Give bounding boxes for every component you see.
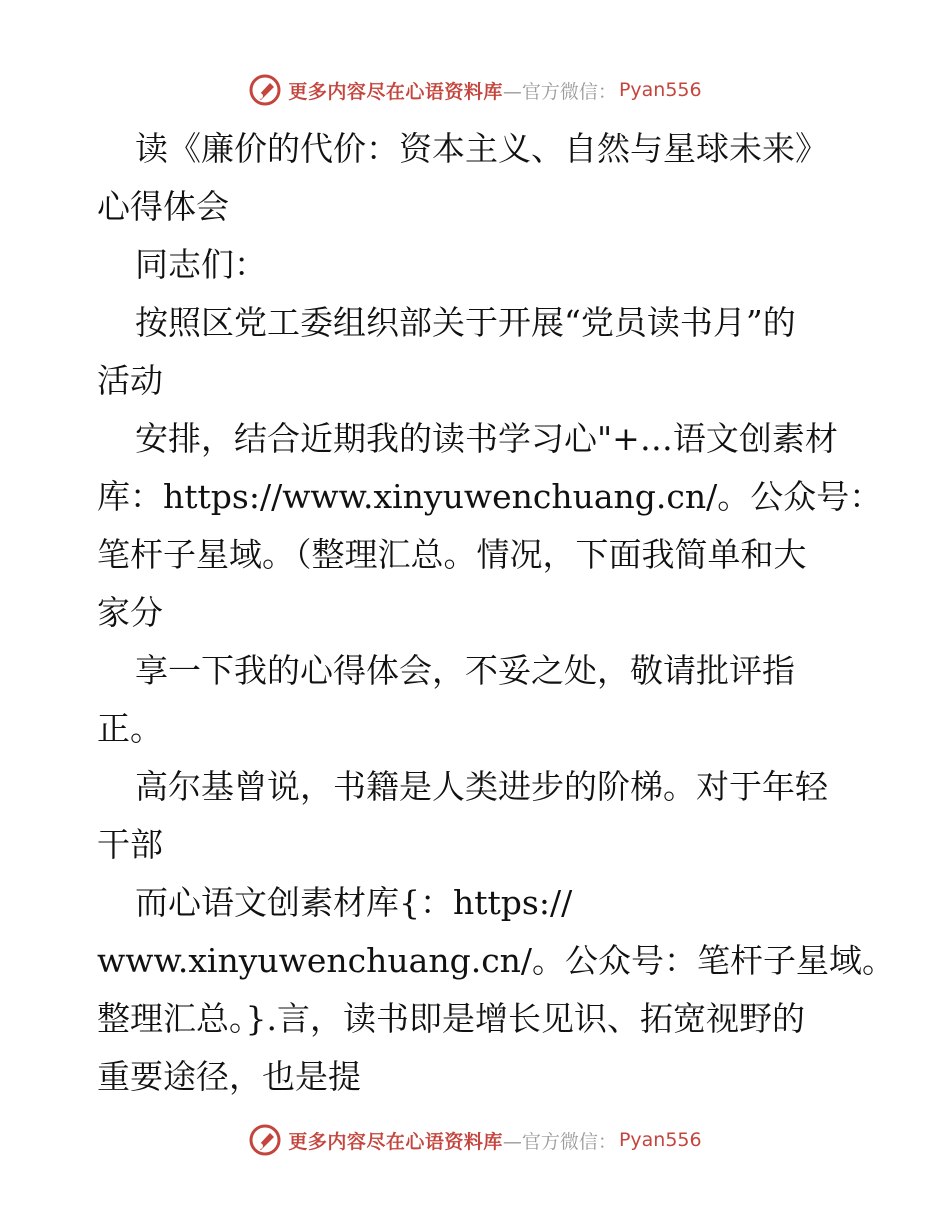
banner-main-text: 更多内容尽在心语资料库	[288, 80, 503, 103]
paragraph-line: 正。	[97, 709, 163, 748]
banner-wechat-id: Pyan556	[618, 1129, 702, 1151]
pen-nib-logo-icon	[248, 73, 282, 107]
doc-title-line-1: 读《廉价的代价：资本主义、自然与星球未来》	[135, 129, 828, 168]
paragraph-line: 笔杆子星域。（整理汇总。情况，下面我简单和大	[97, 535, 807, 574]
banner-dash-text: —官方微信：	[502, 1130, 617, 1153]
paragraph-line: 活动	[97, 361, 163, 400]
paragraph-line: 享一下我的心得体会，不妥之处，敬请批评指	[135, 651, 795, 690]
salutation: 同志们：	[135, 245, 267, 284]
paragraph-line: 干部	[97, 825, 163, 864]
document-body	[97, 120, 896, 1106]
banner-dash-text: —官方微信：	[502, 80, 617, 103]
paragraph-line: www.xinyuwenchuang.cn/。公众号：笔杆子星域。	[97, 941, 896, 980]
pen-nib-logo-icon	[248, 1123, 282, 1157]
footer-watermark-banner	[0, 1120, 950, 1160]
banner-main-text: 更多内容尽在心语资料库	[288, 1130, 503, 1153]
doc-title-line-2: 心得体会	[97, 187, 229, 226]
paragraph-line: 安排，结合近期我的读书学习心"+…语文创素材	[135, 419, 838, 458]
banner-wechat-id: Pyan556	[618, 79, 702, 101]
paragraph-line: 重要途径，也是提	[97, 1057, 361, 1096]
header-watermark-banner	[0, 70, 950, 110]
paragraph-line: 高尔基曾说，书籍是人类进步的阶梯。对于年轻	[135, 767, 828, 806]
paragraph-line: 整理汇总。}.言，读书即是增长见识、拓宽视野的	[97, 999, 805, 1038]
paragraph-line: 库：https://www.xinyuwenchuang.cn/。公众号：	[97, 477, 883, 516]
paragraph-line: 按照区党工委组织部关于开展“党员读书月”的	[135, 303, 796, 342]
paragraph-line: 家分	[97, 593, 163, 632]
paragraph-line: 而心语文创素材库{：https://	[135, 883, 573, 922]
